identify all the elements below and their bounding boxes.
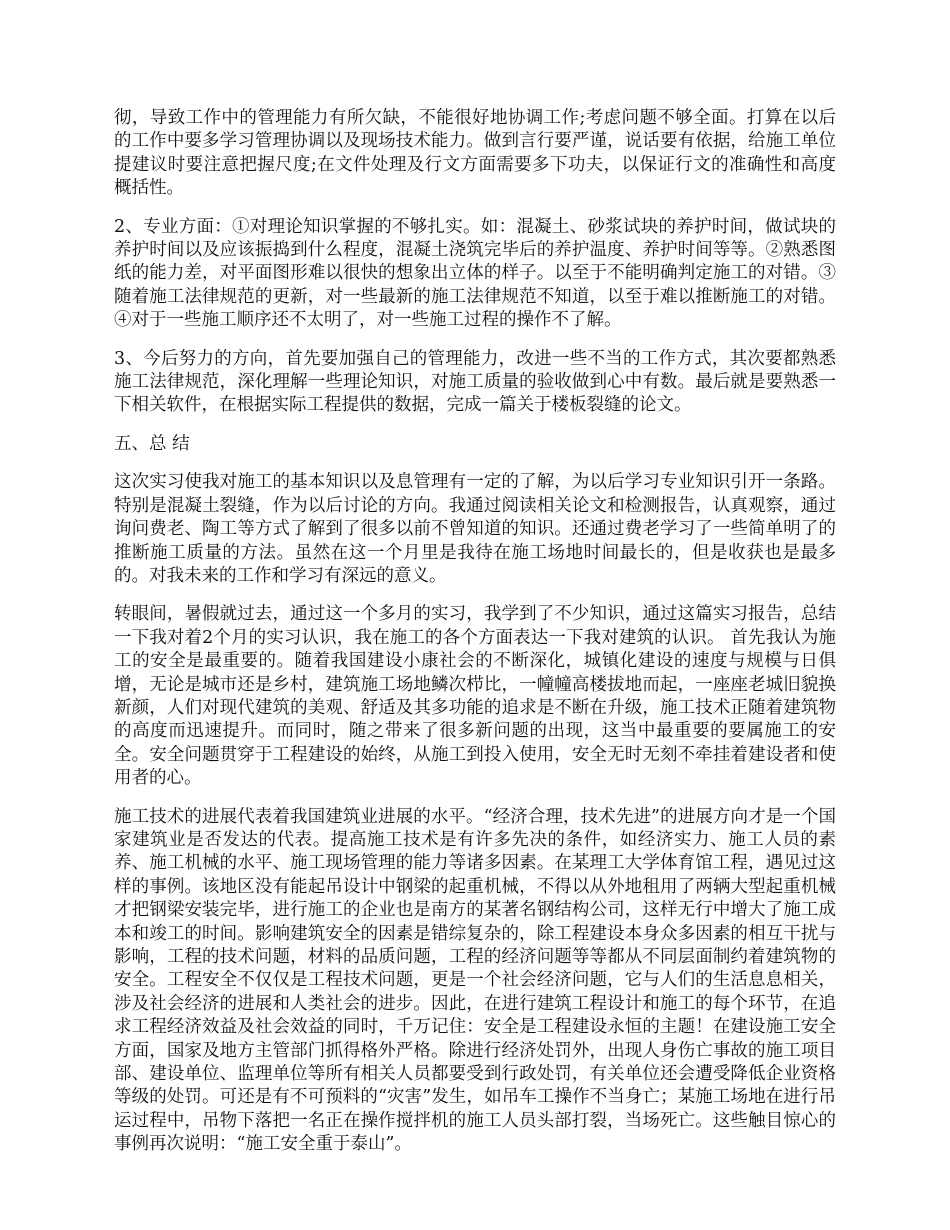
- section-heading-summary: 五、总 结: [114, 433, 190, 454]
- paragraph-summary-internship: 这次实习使我对施工的基本知识以及息管理有一定的了解，为以后学习专业知识引开一条路。特别是混凝土裂缝，作为以后讨论的方向。我通过阅读相关论文和检测报告，认真观察，通过询问费老、陶工等方式了解到了很多以前不曾知道的知识。还通过费老学习了一些简单明了的推断施工质量的方法。虽然在这一个月里是我待在施工场地时间最长的，但是收获也是最多的。对我未来的工作和学习有深远的意义。: [114, 472, 836, 586]
- paragraph-professional-aspects: 2、专业方面：①对理论知识掌握的不够扎实。如：混凝土、砂浆试块的养护时间，做试块的养护时间以及应该振捣到什么程度，混凝土浇筑完毕后的养护温度、养护时间等等。②熟悉图纸的能力差，对平面图形难以很快的想象出立体的样子。以至于不能明确判定施工的对错。③随着施工法律规范的更新，对一些最新的施工法律规范不知道，以至于难以推断施工的对错。④对于一些施工顺序还不太明了，对一些施工过程的操作不了解。: [114, 216, 836, 331]
- paragraph-management-shortcomings: 彻，导致工作中的管理能力有所欠缺，不能很好地协调工作;考虑问题不够全面。打算在以后的工作中要多学习管理协调以及现场技术能力。做到言行要严谨，说话要有依据，给施工单位提建议时要注意把握尺度;在文件处理及行文方面需要多下功夫，以保证行文的准确性和高度概括性。: [114, 108, 836, 199]
- document-page: [114, 107, 836, 1172]
- paragraph-construction-technology: 施工技术的进展代表着我国建筑业进展的水平。“经济合理，技术先进”的进展方向才是一个国家建筑业是否发达的代表。提高施工技术是有许多先决的条件，如经济实力、施工人员的素养、施工机械的水平、施工现场管理的能力等诸多因素。在某理工大学体育馆工程，遇见过这样的事例。该地区没有能起吊设计中钢梁的起重机械，不得以从外地租用了两辆大型起重机械才把钢梁安装完毕，进行施工的企业也是南方的某著名钢结构公司，这样无行中增大了施工成本和竣工的时间。影响建筑安全的因素是错综复杂的，除工程建设本身众多因素的相互干扰与影响，工程的技术问题，材料的品质问题，工程的经济问题等等都从不同层面制约着建筑物的安全。工程安全不仅仅是工程技术问题，更是一个社会经济问题，它与人们的生活息息相关，涉及社会经济的进展和人类社会的进步。因此，在进行建筑工程设计和施工的每个环节，在追求工程经济效益及社会效益的同时，千万记住：安全是工程建设永恒的主题！在建设施工安全方面，国家及地方主管部门抓得格外严格。除进行经济处罚外，出现人身伤亡事故的施工项目部、建设单位、监理单位等所有相关人员都要受到行政处罚，有关单位还会遭受降低企业资格等级的处罚。可还是有不可预料的“灾害”发生，如吊车工操作不当身亡；某施工场地在进行吊运过程中，吊物下落把一名正在操作搅拌机的施工人员头部打裂，当场死亡。这些触目惊心的事例再次说明：“施工安全重于泰山”。: [114, 806, 836, 1155]
- paragraph-future-direction: 3、今后努力的方向，首先要加强自己的管理能力，改进一些不当的工作方式，其次要都熟悉施工法律规范，深化理解一些理论知识，对施工质量的验收做到心中有数。最后就是要熟悉一下相关软件，在根据实际工程提供的数据，完成一篇关于楼板裂缝的论文。: [114, 348, 836, 416]
- paragraph-construction-safety: 转眼间，暑假就过去，通过这一个多月的实习，我学到了不少知识，通过这篇实习报告，总结一下我对着2个月的实习认识，我在施工的各个方面表达一下我对建筑的认识。 首先我认为施工的安全是最重要的。随着我国建设小康社会的不断深化，城镇化建设的速度与规模与日俱增，无论是城市还是乡村，建筑施工场地鳞次栉比，一幢幢高楼拔地而起，一座座老城旧貌换新颜，人们对现代建筑的美观、舒适及其多功能的追求是不断在升级，施工技术正随着建筑物的高度而迅速提升。而同时，随之带来了很多新问题的出现，这当中最重要的要属施工的安全。安全问题贯穿于工程建设的始终，从施工到投入使用，安全无时无刻不牵挂着建设者和使用者的心。: [114, 604, 836, 789]
